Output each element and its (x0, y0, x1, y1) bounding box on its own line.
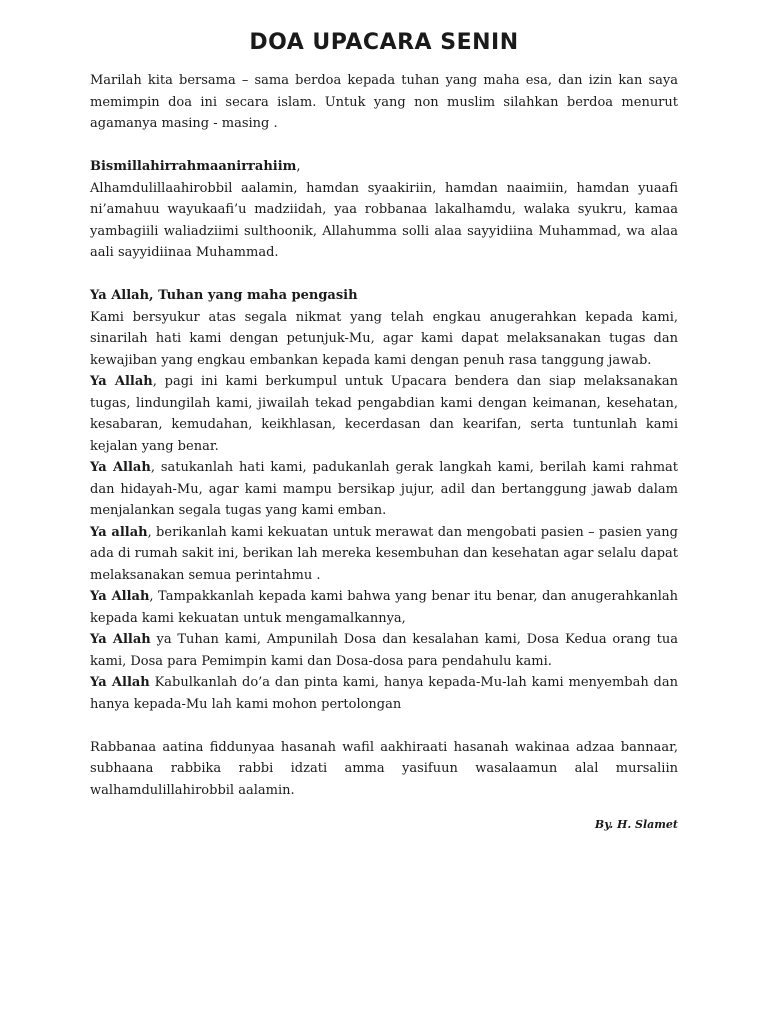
prayer-paragraph (90, 522, 678, 587)
paragraph-spacer (90, 715, 678, 737)
opening-paragraph: Alhamdulillaahirobbil aalamin, hamdan syaakiriin, hamdan naaimiin, hamdan yuaafi ni’amahuu wayukaafi’u madziidah, yaa robbanaa lakalhamdu, walaka syukru, kamaa yambagiili waliadziimi sulthoonik, Allahumma solli alaa sayyidiina Muhammad, wa alaa aali sayyidiinaa Muhammad. (90, 180, 678, 260)
prayer-text: ya Tuhan kami, Ampunilah Dosa dan kesalahan kami, Dosa Kedua orang tua kami, Dosa para Pemimpin kami dan Dosa-dosa para pendahulu kami. (90, 632, 679, 669)
pengasih-heading: Ya Allah, Tuhan yang maha pengasih (90, 288, 358, 303)
bismillah-line (90, 156, 678, 178)
bismillah-suffix: , (296, 159, 301, 174)
prayer-lead: Ya Allah (90, 632, 151, 647)
paragraph-spacer (90, 135, 678, 157)
intro-paragraph: Marilah kita bersama – sama berdoa kepada tuhan yang maha esa, dan izin kan saya memimpin doa ini secara islam. Untuk yang non muslim silahkan berdoa menurut agamanya masing - masing . (90, 73, 678, 131)
prayer-paragraph (90, 457, 678, 522)
document-title: DOA UPACARA SENIN (249, 30, 519, 55)
prayer-text: Kabulkanlah do’a dan pinta kami, hanya kepada-Mu-lah kami menyembah dan hanya kepada-Mu lah kami mohon pertolongan (90, 675, 678, 712)
prayer-lead: Ya allah (90, 524, 148, 540)
prayer-paragraph (90, 586, 678, 629)
prayer-lead: Ya Allah (90, 460, 151, 475)
prayer-lead: Ya Allah (90, 675, 150, 690)
prayer-paragraph (90, 371, 678, 457)
closing-paragraph: Rabbanaa aatina fiddunyaa hasanah wafil aakhiraati hasanah wakinaa adzaa bannaar, subhaana rabbika rabbi idzati amma yasifuun wasalaamun alal mursaliin walhamdulillahirobbil aalamin. (90, 739, 678, 798)
prayer-lead: Ya Allah (90, 374, 153, 389)
signature: By. H. Slamet (594, 818, 678, 831)
prayer-text: , pagi ini kami berkumpul untuk Upacara bendera dan siap melaksanakan tugas, lindungilah kami, jiwailah tekad pengabdian kami dengan keimanan, kesehatan, kesabaran, kemudahan, keikhlasan, kecerdasan dan kearifan, serta tuntunlah kami kejalan yang benar. (90, 374, 679, 454)
prayer-paragraph (90, 672, 678, 715)
document-page (90, 30, 678, 835)
prayer-text: , satukanlah hati kami, padukanlah gerak langkah kami, berilah kami rahmat dan hidayah-Mu, agar kami mampu bersikap jujur, adil dan bertanggung jawab dalam menjalankan segala tugas yang kami emban. (90, 460, 678, 518)
prayer-lead: Ya Allah (90, 589, 150, 604)
paragraph-spacer (90, 264, 678, 286)
prayer-text: , Tampakkanlah kepada kami bahwa yang benar itu benar, dan anugerahkanlah kepada kami kekuatan untuk mengamalkannya, (90, 589, 679, 626)
pengasih-paragraph: Kami bersyukur atas segala nikmat yang telah engkau anugerahkan kepada kami, sinarilah hati kami dengan petunjuk-Mu, agar kami dapat melaksanakan tugas dan kewajiban yang engkau embankan kepada kami dengan penuh rasa tanggung jawab. (90, 309, 678, 368)
bismillah-text: Bismillahirrahmaanirrahiim (90, 159, 297, 174)
prayer-text: , berikanlah kami kekuatan untuk merawat dan mengobati pasien – pasien yang ada di rumah sakit ini, berikan lah mereka kesembuhan dan kesehatan agar selalu dapat melaksanakan semua perintahmu . (90, 524, 678, 583)
prayer-paragraph (90, 629, 678, 672)
